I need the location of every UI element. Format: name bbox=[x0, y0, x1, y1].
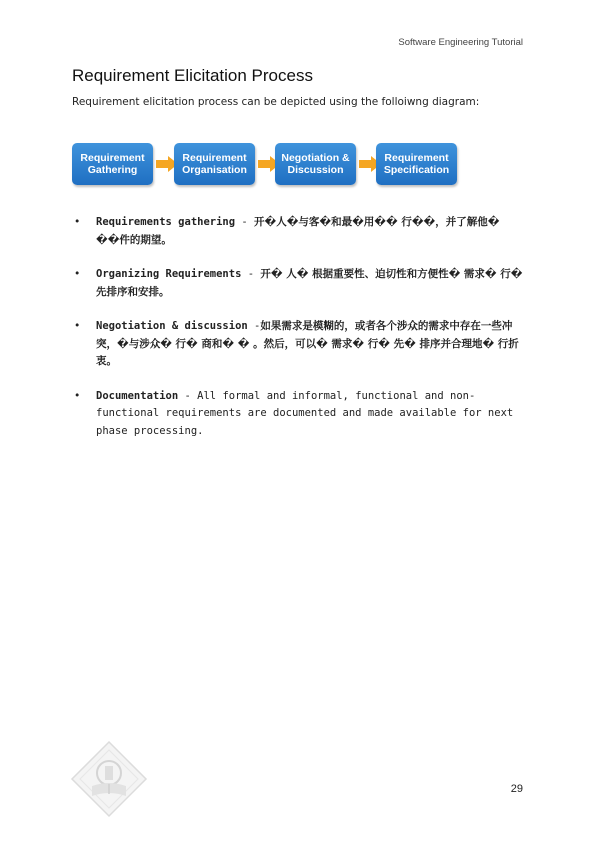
list-item bbox=[72, 214, 524, 249]
bullet-text: 开�人�与客�和最�用�� 行��，并了解他� ��件的期望。 bbox=[96, 216, 500, 246]
flow-step-negotiation bbox=[275, 143, 356, 185]
process-flow-diagram bbox=[72, 143, 457, 187]
list-item bbox=[72, 388, 524, 441]
section-title: Requirement Elicitation Process bbox=[72, 66, 313, 85]
bullet-separator: - bbox=[241, 268, 261, 280]
flow-step-label: Negotiation & Discussion bbox=[281, 151, 350, 176]
bullet-icon: • bbox=[74, 268, 81, 280]
bullet-icon: • bbox=[74, 320, 81, 332]
running-header: Software Engineering Tutorial bbox=[398, 37, 523, 48]
bullet-text: 开� 人� 根据重要性、迫切性和方便性� 需求� 行�先排序和安排。 bbox=[96, 268, 523, 298]
tutorialspoint-logo-icon bbox=[70, 740, 148, 818]
intro-text: Requirement elicitation process can be depicted using the folloiwng diagram: bbox=[72, 96, 480, 108]
flow-step-label: Requirement Organisation bbox=[182, 151, 247, 176]
flow-step-label: Requirement Specification bbox=[383, 151, 450, 176]
flow-step-organisation bbox=[174, 143, 255, 185]
bullet-term: Organizing Requirements bbox=[96, 268, 242, 280]
bullet-text: All formal and informal, functional and non-functional requirements are documented and made available for next phase processing. bbox=[96, 389, 514, 437]
page-number: 29 bbox=[510, 783, 523, 795]
bullet-list bbox=[72, 214, 524, 457]
list-item bbox=[72, 318, 524, 371]
flow-step-label: Requirement Gathering bbox=[80, 151, 145, 176]
flow-step-gathering bbox=[72, 143, 153, 185]
bullet-separator: - bbox=[247, 320, 261, 332]
bullet-term: Documentation bbox=[96, 389, 179, 402]
bullet-term: Negotiation & discussion bbox=[96, 320, 248, 332]
bullet-icon: • bbox=[74, 389, 81, 402]
list-item bbox=[72, 266, 524, 301]
bullet-term: Requirements gathering bbox=[96, 216, 236, 228]
bullet-separator: - bbox=[178, 389, 198, 402]
flow-step-specification bbox=[376, 143, 457, 185]
bullet-text: 如果需求是模糊的，或者各个涉众的需求中存在一些冲突，�与涉众� 行� 商和� � 。然后，可以� 需求� 行� 先� 排序并合理地� 行折衷。 bbox=[96, 320, 519, 367]
bullet-separator: - bbox=[235, 216, 255, 228]
bullet-icon: • bbox=[74, 216, 81, 228]
